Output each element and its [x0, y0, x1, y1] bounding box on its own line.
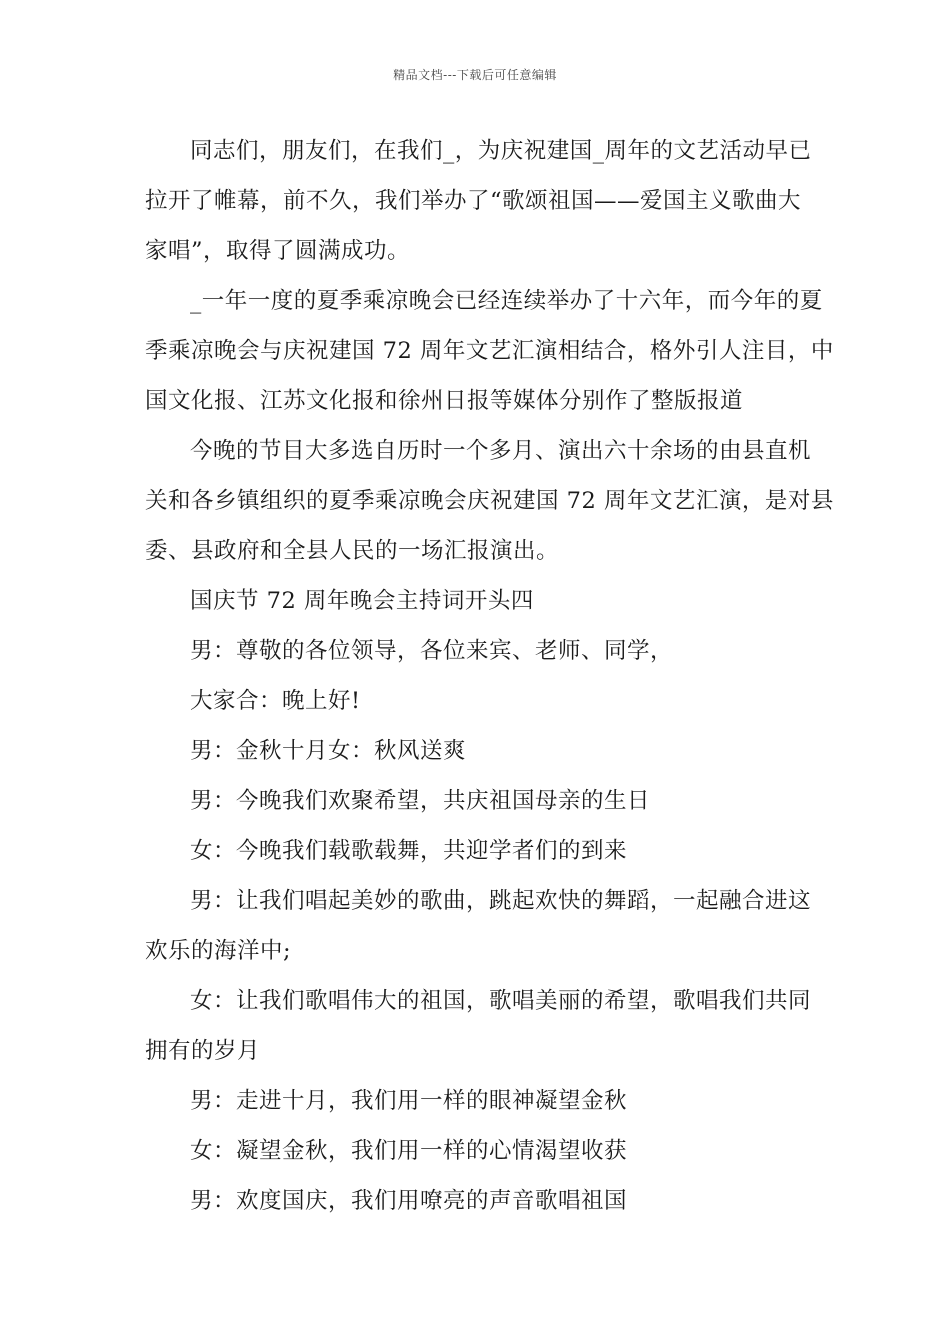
paragraph: [145, 426, 834, 576]
text-line: 男：尊敬的各位领导，各位来宾、老师、同学，: [190, 638, 674, 664]
dialogue-line: [145, 1126, 813, 1176]
text-line: _一年一度的夏季乘凉晚会已经连续举办了十六年，而今年的夏: [190, 288, 823, 314]
text-line: 男：欢度国庆，我们用嘹亮的声音歌唱祖国: [190, 1188, 628, 1214]
page-header: 精品文档---下载后可任意编辑: [393, 68, 557, 82]
text-line: 女：让我们歌唱伟大的祖国，歌唱美丽的希望，歌唱我们共同: [190, 988, 812, 1014]
dialogue-line: [145, 1176, 813, 1226]
text-line: 大家合：晚上好!: [190, 688, 361, 714]
text-line: 关和各乡镇组织的夏季乘凉晚会庆祝建国 72 周年文艺汇演，是对县: [145, 488, 834, 514]
text-line: 拥有的岁月: [145, 1038, 261, 1064]
text-line: 今晚的节目大多选自历时一个多月、演出六十余场的由县直机: [190, 438, 812, 464]
text-line: 委、县政府和全县人民的一场汇报演出。: [145, 538, 560, 564]
text-line: 女：凝望金秋，我们用一样的心情渴望收获: [190, 1138, 628, 1164]
text-line: 国庆节 72 周年晚会主持词开头四: [190, 588, 534, 614]
text-line: 男：金秋十月女：秋风送爽: [190, 738, 467, 764]
paragraph: [145, 126, 813, 276]
text-line: 季乘凉晚会与庆祝建国 72 周年文艺汇演相结合，格外引人注目，中: [145, 338, 834, 364]
dialogue-line: [145, 826, 813, 876]
dialogue-line: [145, 626, 813, 676]
text-line: 同志们，朋友们，在我们_，为庆祝建国_周年的文艺活动早已: [190, 138, 812, 164]
text-line: 拉开了帷幕，前不久，我们举办了“歌颂祖国——爱国主义歌曲大: [145, 188, 802, 214]
text-line: 男：走进十月，我们用一样的眼神凝望金秋: [190, 1088, 628, 1114]
dialogue-line: [145, 776, 813, 826]
text-line: 家唱”，取得了圆满成功。: [145, 238, 411, 264]
text-line: 欢乐的海洋中;: [145, 938, 292, 964]
section-title: [145, 576, 813, 626]
text-line: 男：让我们唱起美妙的歌曲，跳起欢快的舞蹈，一起融合进这: [190, 888, 812, 914]
text-line: 女：今晚我们载歌载舞，共迎学者们的到来: [190, 838, 628, 864]
dialogue-line: [145, 676, 813, 726]
paragraph: [145, 276, 834, 426]
document-body: [145, 126, 834, 1226]
dialogue-line: [145, 726, 813, 776]
dialogue-line: [145, 1076, 813, 1126]
text-line: 国文化报、江苏文化报和徐州日报等媒体分别作了整版报道: [145, 388, 744, 414]
dialogue-line: [145, 976, 813, 1076]
dialogue-line: [145, 876, 813, 976]
text-line: 男：今晚我们欢聚希望，共庆祖国母亲的生日: [190, 788, 651, 814]
